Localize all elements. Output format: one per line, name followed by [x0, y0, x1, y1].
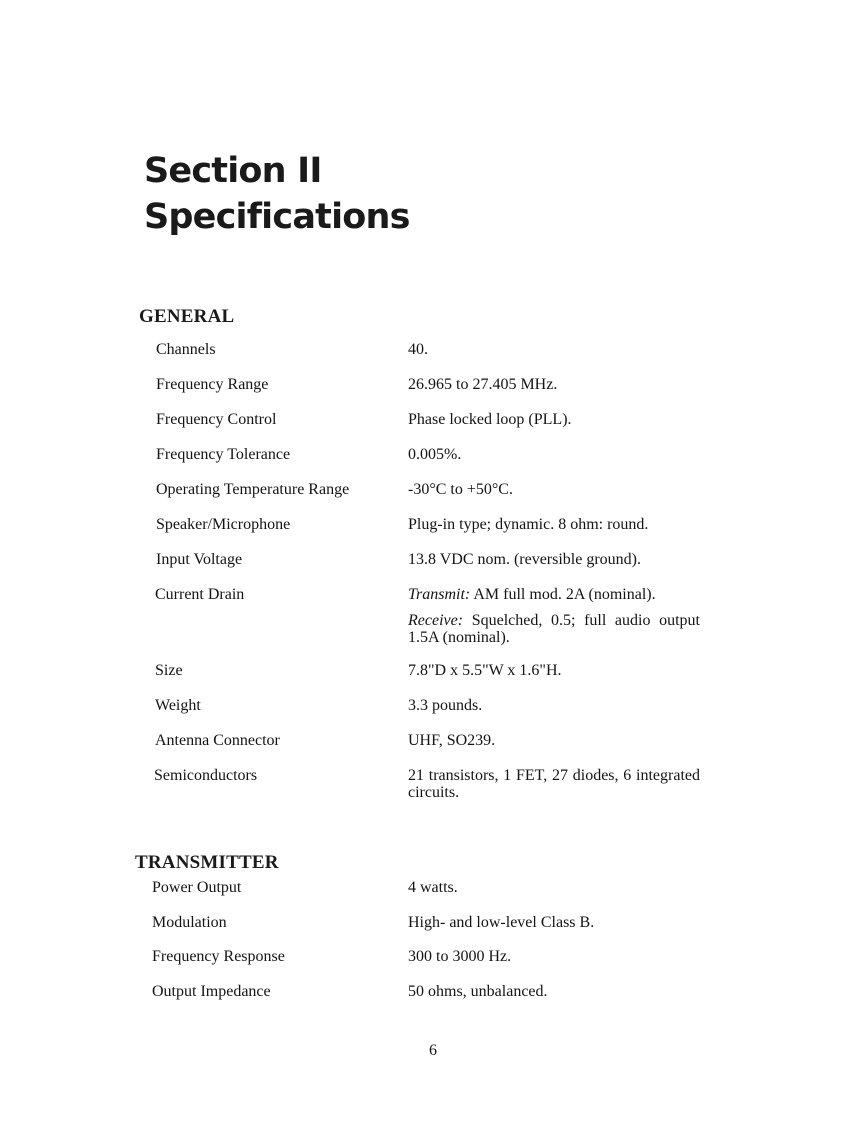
spec-value: UHF, SO239. [408, 732, 496, 749]
spec-label: Power Output [152, 879, 242, 896]
general-heading: GENERAL [139, 306, 235, 327]
spec-label: Frequency Control [156, 411, 277, 428]
transmit-line [408, 586, 700, 603]
spec-value: 4 watts. [408, 879, 458, 896]
spec-label: Modulation [152, 914, 227, 931]
spec-label: Current Drain [155, 586, 245, 603]
receive-line [408, 612, 700, 646]
spec-value [408, 586, 700, 646]
spec-value: 300 to 3000 Hz. [408, 948, 512, 965]
transmit-label: Transmit: [408, 586, 471, 603]
spec-value: High- and low-level Class B. [408, 914, 595, 931]
spec-label: Output Impedance [152, 983, 271, 1000]
page-number: 6 [429, 1042, 437, 1059]
page-title-name: Specifications [144, 197, 410, 237]
spec-value: 7.8"D x 5.5"W x 1.6"H. [408, 662, 562, 679]
spec-label: Weight [155, 697, 201, 714]
spec-label: Frequency Range [156, 376, 269, 393]
spec-label: Speaker/Microphone [156, 516, 291, 533]
spec-value: Phase locked loop (PLL). [408, 411, 572, 428]
transmitter-heading: TRANSMITTER [135, 852, 279, 873]
spec-value: 13.8 VDC nom. (reversible ground). [408, 551, 641, 568]
spec-label: Frequency Tolerance [156, 446, 291, 463]
spec-label: Input Voltage [156, 551, 243, 568]
spec-value: 40. [408, 341, 428, 358]
spec-value: 0.005%. [408, 446, 462, 463]
spec-value: 21 transistors, 1 FET, 27 diodes, 6 integrated circuits. [408, 767, 700, 801]
receive-value: Squelched, 0.5; full audio output 1.5A (nominal). [408, 612, 701, 646]
spec-label: Semiconductors [154, 767, 258, 784]
transmit-value: AM full mod. 2A (nominal). [473, 586, 656, 603]
spec-label: Size [155, 662, 183, 679]
page-title [144, 148, 410, 240]
spec-value: 26.965 to 27.405 MHz. [408, 376, 558, 393]
spec-value: 3.3 pounds. [408, 697, 483, 714]
spec-label: Operating Temperature Range [156, 481, 350, 498]
spec-label: Antenna Connector [155, 732, 280, 749]
receive-label: Receive: [408, 612, 464, 629]
spec-value: -30°C to +50°C. [408, 481, 513, 498]
spec-value: 50 ohms, unbalanced. [408, 983, 548, 1000]
spec-label: Channels [156, 341, 216, 358]
spec-label: Frequency Response [152, 948, 285, 965]
page-title-section: Section II [144, 151, 322, 191]
spec-value: Plug-in type; dynamic. 8 ohm: round. [408, 516, 649, 533]
